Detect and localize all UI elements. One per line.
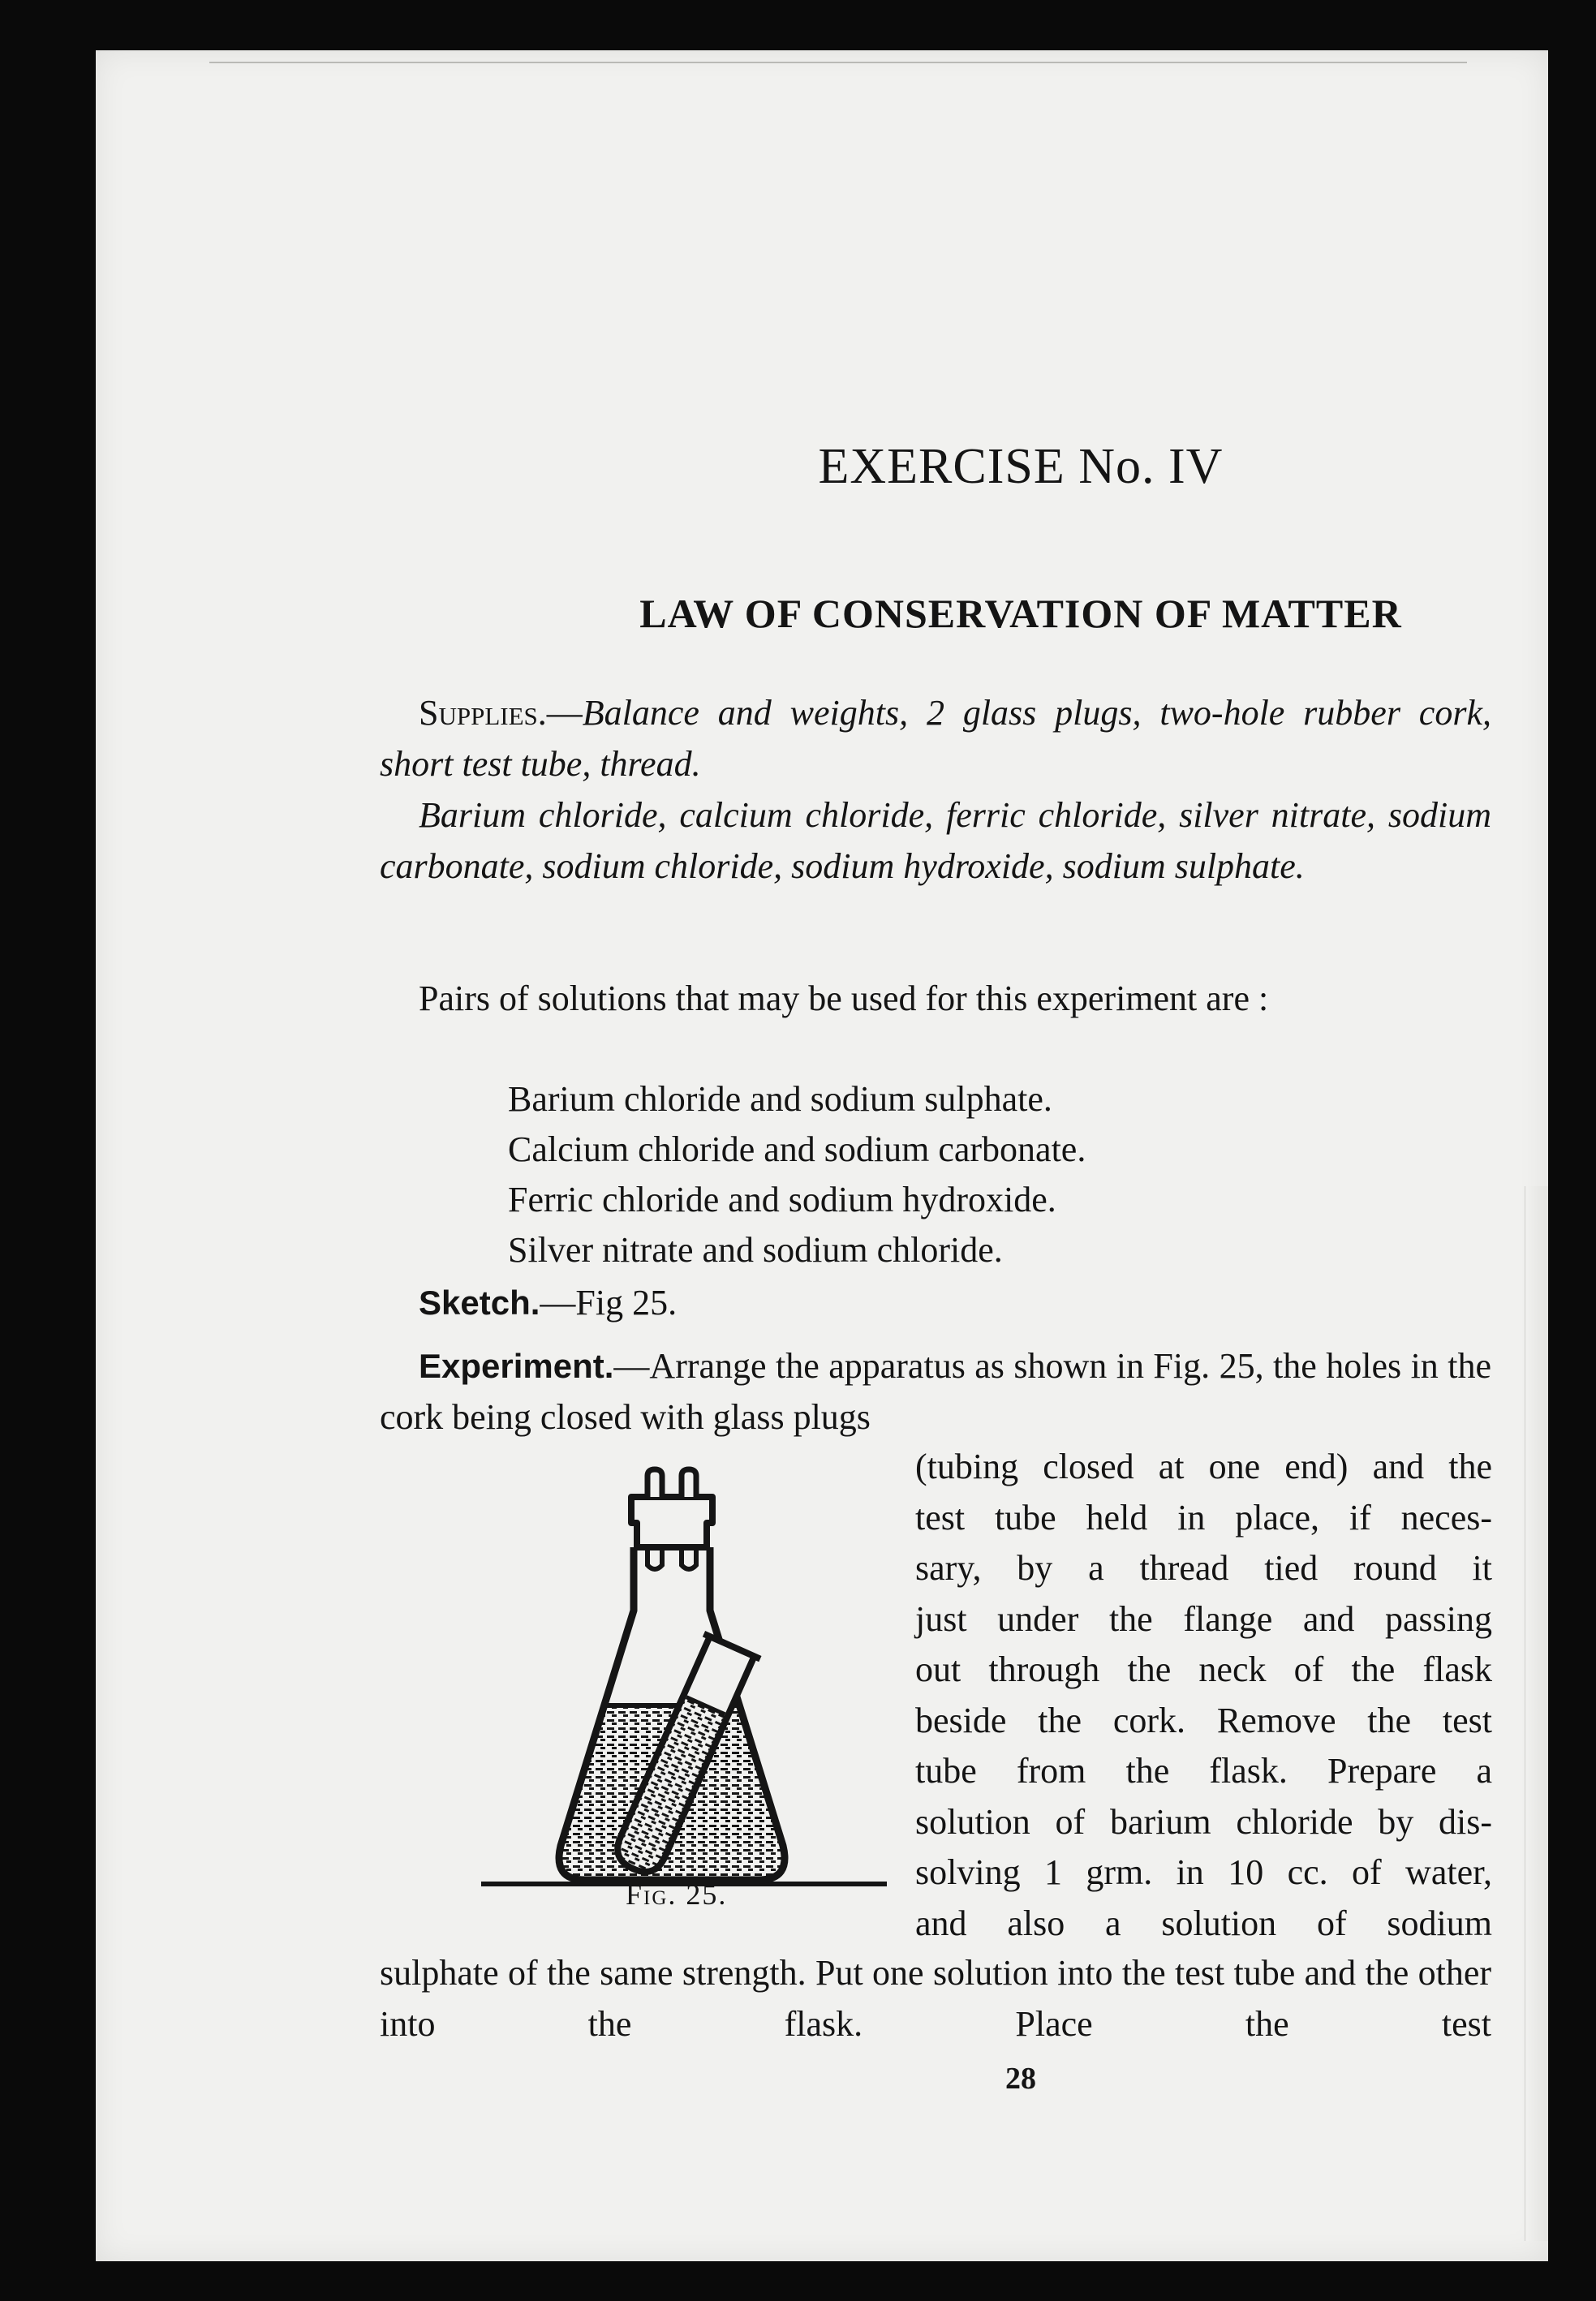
experiment-label: Experiment. — [419, 1347, 614, 1385]
text-line: (tubing closed at one end) and the — [915, 1447, 1492, 1486]
book-page — [96, 50, 1548, 2261]
pair-item: Silver nitrate and sodium chloride. — [508, 1230, 1003, 1270]
top-rule — [209, 62, 1467, 63]
exercise-title: EXERCISE No. IV — [818, 439, 1224, 494]
sketch-label: Sketch. — [419, 1284, 540, 1322]
cork — [631, 1497, 712, 1547]
pair-item: Calcium chloride and sodium carbonate. — [508, 1129, 1086, 1169]
sketch-paragraph — [380, 1277, 1491, 1328]
section-title: LAW OF CONSERVATION OF MATTER — [639, 591, 1402, 636]
text-line: solving 1 grm. in 10 cc. of water, — [915, 1852, 1492, 1892]
pair-item: Ferric chloride and sodium hydroxide. — [508, 1180, 1056, 1219]
glass-plug-icon — [682, 1469, 696, 1497]
text-line: beside the cork. Remove the test — [915, 1700, 1492, 1740]
text-line: tube from the flask. Prepare a — [915, 1751, 1492, 1791]
text-line: and also a solution of sodium — [915, 1903, 1492, 1943]
supplies-text: Balance and weights, 2 glass plugs, two-hole rubber cork, short test tube, thread. — [380, 693, 1491, 784]
pair-item: Barium chloride and sodium sulphate. — [508, 1079, 1052, 1119]
supplies-paragraph — [380, 687, 1491, 789]
glass-plug-icon — [647, 1469, 662, 1497]
supplies-label: Supplies. — [419, 693, 547, 733]
flask-illustration — [481, 1466, 887, 1920]
page-number: 28 — [1005, 2062, 1036, 2096]
text-line: out through the neck of the flask — [915, 1649, 1492, 1689]
text-line: solution of barium chloride by dis- — [915, 1801, 1492, 1842]
chemicals-paragraph: Barium chloride, calcium chloride, ferric chloride, silver nitrate, sodium carbonate, sodium chloride, sodium hydroxide, sodium sulphate. — [380, 795, 1491, 886]
figure-caption: Fig. 25. — [626, 1878, 728, 1911]
experiment-wrapped-text — [915, 1442, 1492, 1949]
supplies-dash: — — [546, 693, 583, 733]
text-line: just under the flange and passing — [915, 1598, 1492, 1639]
text-line: test tube held in place, if neces- — [915, 1497, 1492, 1538]
pairs-list — [508, 1074, 1086, 1275]
experiment-intro — [380, 1340, 1491, 1443]
pairs-intro: Pairs of solutions that may be used for this experiment are : — [419, 978, 1269, 1018]
sketch-text: —Fig 25. — [540, 1283, 678, 1323]
experiment-intro-text: —Arrange the apparatus as shown in Fig. 25, the holes in the cork being closed with glass plugs — [380, 1346, 1491, 1437]
text-line: sary, by a thread tied round it — [915, 1548, 1492, 1588]
experiment-tail: sulphate of the same strength. Put one solution into the test tube and the other into the flask. Place the test — [380, 1953, 1491, 2044]
